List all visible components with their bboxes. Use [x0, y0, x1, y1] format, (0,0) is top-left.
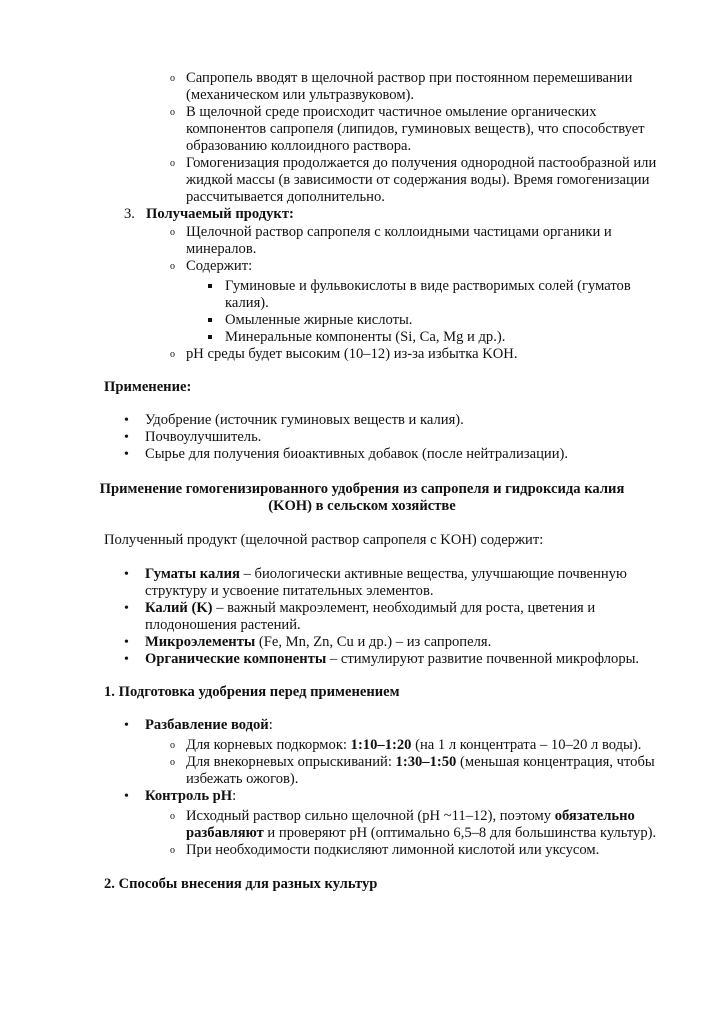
- text: (меньшая концентрация, чтобы: [456, 754, 655, 770]
- text-line: [186, 808, 635, 825]
- bold-text: Гуматы калия: [145, 566, 240, 582]
- text-line: [145, 788, 236, 805]
- text-line: [145, 651, 639, 668]
- text: жидкой массы (в зависимости от содержания воды). Время гомогенизации: [186, 172, 650, 188]
- text: При необходимости подкисляют лимонной кислотой или уксусом.: [186, 842, 600, 858]
- text: – важный макроэлемент, необходимый для роста, цветения и: [212, 600, 596, 616]
- text: структуру и усвоение питательных элементов.: [145, 583, 434, 599]
- text-line: [186, 70, 632, 87]
- text: pH среды будет высоким (10–12) из-за избытка KOH.: [186, 346, 518, 362]
- text-line: [186, 737, 641, 754]
- text: образованию коллоидного раствора.: [186, 138, 412, 154]
- circle-bullet-icon: o: [170, 845, 175, 856]
- text-line: [145, 446, 568, 463]
- bold-text: Контроль pH: [145, 788, 233, 804]
- text: Почвоулучшитель.: [145, 429, 262, 445]
- bold-text: 2. Способы внесения для разных культур: [104, 876, 378, 892]
- text: компонентов сапропеля (липидов, гуминовых веществ), что способствует: [186, 121, 645, 137]
- text-line: [225, 329, 505, 346]
- bold-text: Применение:: [104, 379, 192, 395]
- section-heading: [0, 498, 724, 515]
- text: Гуминовые и фульвокислоты в виде растворимых солей (гуматов: [225, 278, 631, 294]
- text: Сырье для получения биоактивных добавок (после нейтрализации).: [145, 446, 569, 462]
- bullet-icon: •: [124, 601, 129, 616]
- text: плодоношения растений.: [145, 617, 301, 633]
- bullet-icon: •: [124, 635, 129, 650]
- bullet-icon: •: [124, 447, 129, 462]
- bold-text: 1:30–1:50: [395, 754, 457, 770]
- text-line: [104, 532, 543, 549]
- text-line: [145, 617, 301, 634]
- text-line: [186, 155, 656, 172]
- text: избежать ожогов).: [186, 771, 299, 787]
- bold-text: 1:10–1:20: [350, 737, 412, 753]
- bold-text: Получаемый продукт:: [146, 206, 294, 222]
- text-line: [186, 842, 599, 859]
- text-line: [146, 206, 294, 223]
- text: Удобрение (источник гуминовых веществ и калия).: [145, 412, 464, 428]
- text-line: [104, 379, 191, 396]
- circle-bullet-icon: o: [170, 757, 175, 768]
- text-line: [145, 583, 434, 600]
- text-line: [186, 138, 411, 155]
- text: Полученный продукт (щелочной раствор сапропеля с KOH) содержит:: [104, 532, 544, 548]
- text-line: [186, 104, 597, 121]
- text: Для внекорневых опрыскиваний:: [186, 754, 396, 770]
- circle-bullet-icon: o: [170, 227, 175, 238]
- text: Омыленные жирные кислоты.: [225, 312, 413, 328]
- bold-text: обязательно: [554, 808, 635, 824]
- bold-text: (KOH) в сельском хозяйстве: [268, 498, 456, 514]
- text: :: [232, 788, 237, 804]
- bullet-icon: •: [124, 430, 129, 445]
- text-line: [186, 825, 656, 842]
- bullet-icon: •: [124, 718, 129, 733]
- circle-bullet-icon: o: [170, 740, 175, 751]
- text-line: [186, 224, 612, 241]
- circle-bullet-icon: o: [170, 158, 175, 169]
- text-line: [145, 412, 464, 429]
- text-line: [225, 295, 269, 312]
- text: Минеральные компоненты (Si, Ca, Mg и др.).: [225, 329, 506, 345]
- text: рассчитывается дополнительно.: [186, 189, 385, 205]
- circle-bullet-icon: o: [170, 73, 175, 84]
- text: – стимулируют развитие почвенной микрофлоры.: [326, 651, 640, 667]
- text: Содержит:: [186, 258, 253, 274]
- text-line: [145, 717, 273, 734]
- text-line: [186, 771, 298, 788]
- bold-text: 1. Подготовка удобрения перед применением: [104, 684, 400, 700]
- text-line: [145, 600, 595, 617]
- text-line: [186, 121, 645, 138]
- text-line: [186, 241, 256, 258]
- bold-text: Микроэлементы: [145, 634, 256, 650]
- text-line: [225, 278, 631, 295]
- text: минералов.: [186, 241, 257, 257]
- text: :: [268, 717, 273, 733]
- bold-text: Калий (K): [145, 600, 213, 616]
- bullet-icon: •: [124, 652, 129, 667]
- bold-text: Разбавление водой: [145, 717, 269, 733]
- text: (механическом или ультразвуковом).: [186, 87, 415, 103]
- square-bullet-icon: [208, 318, 212, 322]
- text: В щелочной среде происходит частичное омыление органических: [186, 104, 597, 120]
- bullet-icon: •: [124, 567, 129, 582]
- text: Исходный раствор сильно щелочной (pH ~11–12), поэтому: [186, 808, 555, 824]
- text-line: [145, 429, 261, 446]
- text-line: [145, 634, 491, 651]
- text-line: [186, 189, 385, 206]
- bullet-icon: •: [124, 413, 129, 428]
- text-line: [145, 566, 627, 583]
- circle-bullet-icon: o: [170, 107, 175, 118]
- text-line: [186, 87, 414, 104]
- square-bullet-icon: [208, 284, 212, 288]
- bold-text: Применение гомогенизированного удобрения из сапропеля и гидроксида калия: [99, 481, 625, 497]
- text-line: [225, 312, 412, 329]
- text: Щелочной раствор сапропеля с коллоидными частицами органики и: [186, 224, 612, 240]
- text: Для корневых подкормок:: [186, 737, 351, 753]
- bullet-icon: •: [124, 789, 129, 804]
- square-bullet-icon: [208, 335, 212, 339]
- circle-bullet-icon: o: [170, 349, 175, 360]
- circle-bullet-icon: o: [170, 261, 175, 272]
- text-line: [104, 684, 400, 701]
- circle-bullet-icon: o: [170, 811, 175, 822]
- text: (Fe, Mn, Zn, Cu и др.) – из сапропеля.: [255, 634, 492, 650]
- text: и проверяют pH (оптимально 6,5–8 для большинства культур).: [263, 825, 657, 841]
- section-heading: [0, 481, 724, 498]
- text-line: [186, 754, 655, 771]
- text: Гомогенизация продолжается до получения однородной пастообразной или: [186, 155, 657, 171]
- text: – биологически активные вещества, улучшающие почвенную: [239, 566, 627, 582]
- bold-text: Органические компоненты: [145, 651, 327, 667]
- list-number: 3.: [124, 206, 135, 222]
- text-line: [186, 172, 649, 189]
- text-line: [104, 876, 377, 893]
- bold-text: разбавляют: [186, 825, 264, 841]
- text: (на 1 л концентрата – 10–20 л воды).: [411, 737, 642, 753]
- text: Сапропель вводят в щелочной раствор при постоянном перемешивании: [186, 70, 633, 86]
- text-line: [186, 346, 517, 363]
- text: калия).: [225, 295, 269, 311]
- text-line: [186, 258, 252, 275]
